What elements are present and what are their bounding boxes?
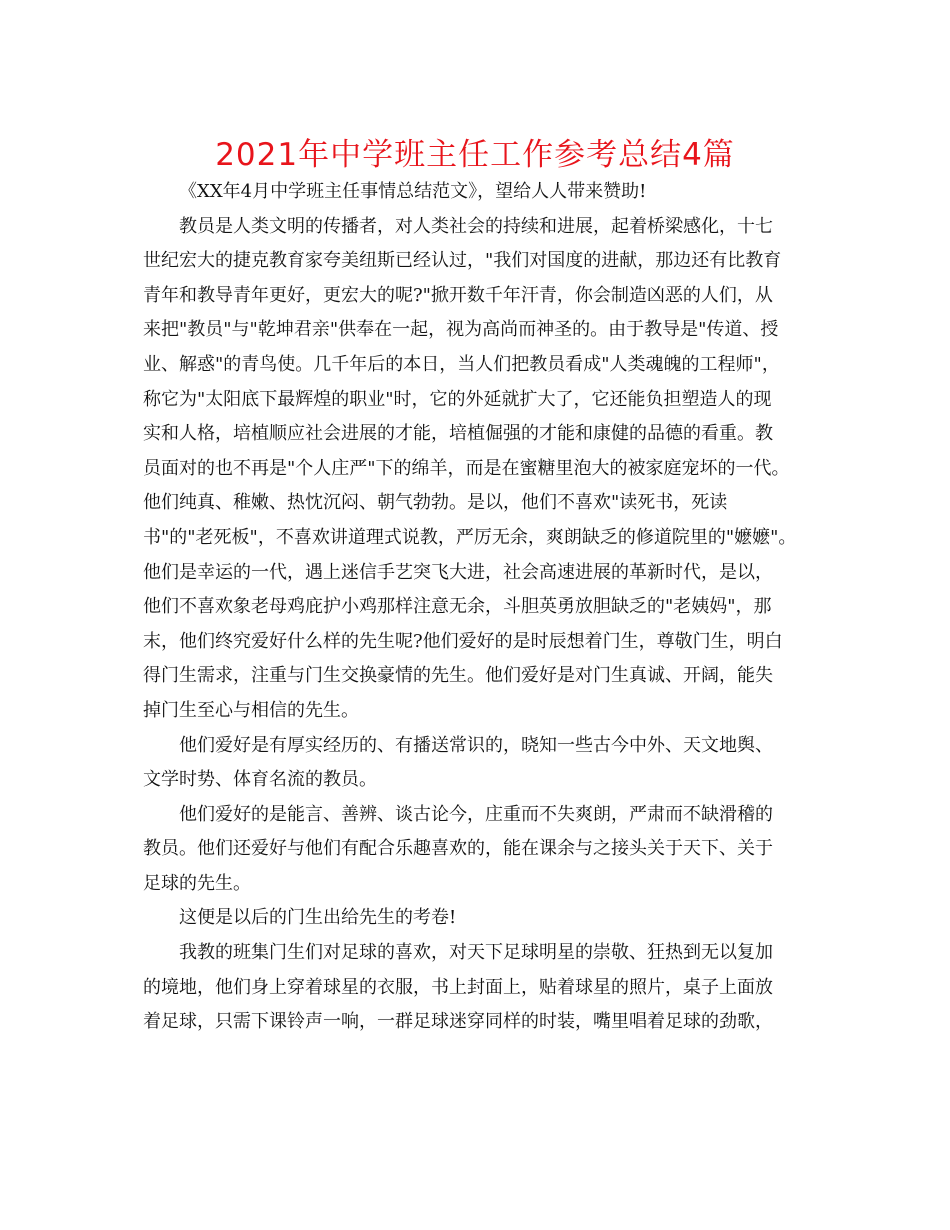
text-line: 书"的"老死板"，不喜欢讲道理式说教，严厉无余，爽朗缺乏的修道院里的"嬷嬷"。 bbox=[143, 526, 797, 548]
paragraph bbox=[143, 210, 825, 729]
paragraph bbox=[143, 936, 825, 1040]
text-line: 世纪宏大的捷克教育家夸美纽斯已经认过，"我们对国度的进献，那边还有比教育 bbox=[143, 250, 782, 272]
text-line: 称它为"太阳底下最辉煌的职业"时，它的外延就扩大了，它还能负担塑造人的现 bbox=[143, 388, 772, 410]
text-line: 教员是人类文明的传播者，对人类社会的持续和进展，起着桥梁感化，十七 bbox=[179, 215, 773, 237]
text-line: 员面对的也不再是"个人庄严"下的绵羊，而是在蜜糖里泡大的被家庭宠坏的一代。 bbox=[143, 457, 790, 479]
text-line: 实和人格，培植顺应社会进展的才能，培植倔强的才能和康健的品德的看重。教 bbox=[143, 423, 773, 445]
text-line: 我教的班集门生们对足球的喜欢，对天下足球明星的崇敬、狂热到无以复加 bbox=[179, 942, 773, 964]
text-line: 足球的先生。 bbox=[143, 872, 251, 894]
text-line: 他们爱好的是能言、善辨、谈古论今，庄重而不失爽朗，严肃而不缺滑稽的 bbox=[179, 803, 773, 825]
text-line: 《XX年4月中学班主任事情总结范文》，望给人人带来赞助! bbox=[179, 181, 647, 202]
text-line: 业、解惑"的青鸟使。几千年后的本日，当人们把教员看成"人类魂魄的工程师"， bbox=[143, 353, 780, 375]
document-title: 2021年中学班主任工作参考总结4篇 bbox=[215, 137, 735, 173]
text-line: 掉门生至心与相信的先生。 bbox=[143, 699, 359, 721]
text-line: 这便是以后的门生出给先生的考卷! bbox=[179, 907, 457, 929]
paragraph bbox=[143, 901, 825, 936]
paragraph bbox=[143, 798, 825, 902]
text-line: 他们是幸运的一代，遇上迷信手艺突飞大进，社会高速进展的革新时代，是以， bbox=[143, 561, 773, 583]
text-line: 教员。他们还爱好与他们有配合乐趣喜欢的，能在课余与之接头关于天下、关于 bbox=[143, 838, 773, 860]
text-line: 的境地，他们身上穿着球星的衣服，书上封面上，贴着球星的照片，桌子上面放 bbox=[143, 976, 773, 998]
text-line: 末，他们终究爱好什么样的先生呢?他们爱好的是时辰想着门生，尊敬门生，明白 bbox=[143, 630, 783, 652]
text-line: 他们爱好是有厚实经历的、有播送常识的，晓知一些古今中外、天文地舆、 bbox=[179, 734, 773, 756]
text-line: 文学时势、体育名流的教员。 bbox=[143, 769, 377, 791]
paragraph bbox=[143, 175, 825, 210]
text-line: 他们不喜欢象老母鸡庇护小鸡那样注意无余，斗胆英勇放胆缺乏的"老姨妈"，那 bbox=[143, 596, 772, 618]
text-line: 得门生需求，注重与门生交换豪情的先生。他们爱好是对门生真诚、开阔，能失 bbox=[143, 665, 773, 687]
text-line: 他们纯真、稚嫩、热忱沉闷、朝气勃勃。是以，他们不喜欢"读死书，死读 bbox=[143, 492, 728, 514]
text-line: 着足球，只需下课铃声一响，一群足球迷穿同样的时装，嘴里唱着足球的劲歌， bbox=[143, 1011, 773, 1033]
paragraph bbox=[143, 729, 825, 798]
document-body bbox=[143, 175, 825, 1040]
text-line: 青年和教导青年更好，更宏大的呢?"掀开数千年汗青，你会制造凶恶的人们，从 bbox=[143, 284, 773, 306]
text-line: 来把"教员"与"乾坤君亲"供奉在一起，视为高尚而神圣的。由于教导是"传道、授 bbox=[143, 319, 779, 341]
